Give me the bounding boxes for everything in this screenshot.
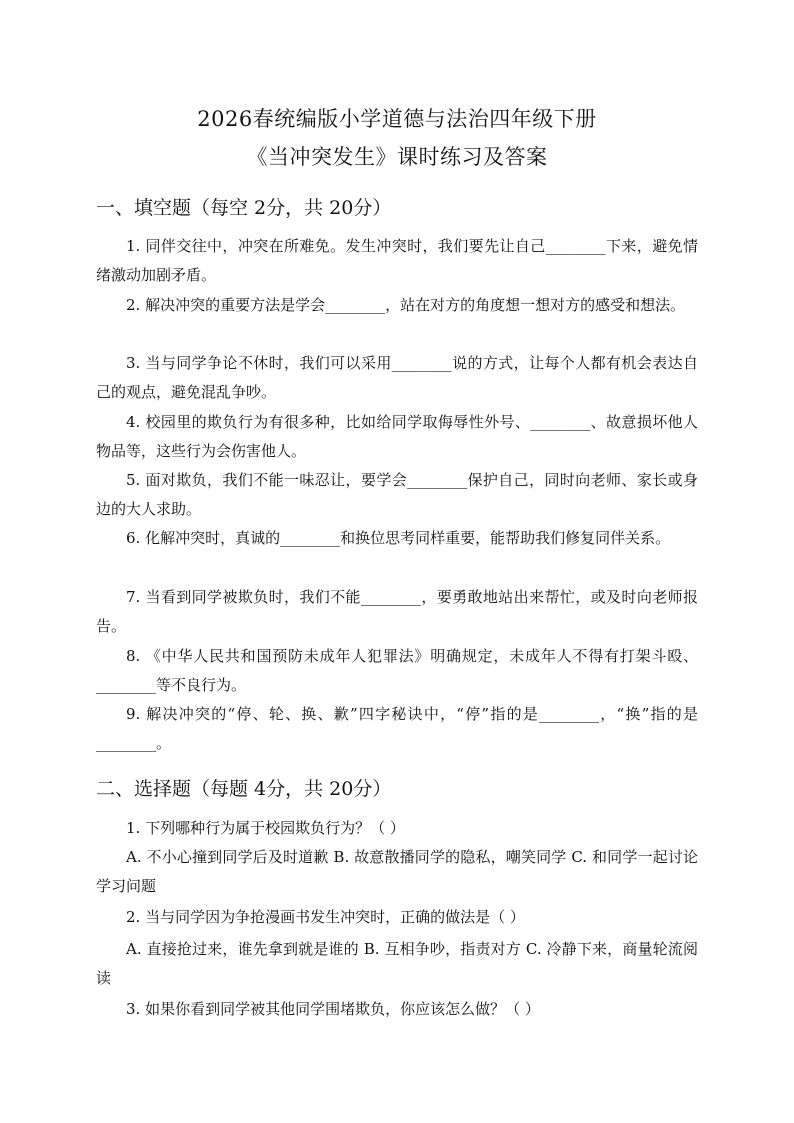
document-title-line1: 2026春统编版小学道德与法治四年级下册 (197, 107, 597, 131)
question-item: 1. 同伴交往中，冲突在所难免。发生冲突时，我们要先让自己________下来，避免情绪激动加剧矛盾。 (96, 237, 698, 284)
question-item: 9. 解决冲突的“停、轮、换、歉”四字秘诀中，“停”指的是________，“换”指的是________。 (96, 705, 698, 752)
question-item: 7. 当看到同学被欺负时，我们不能________，要勇敢地站出来帮忙，或及时向老师报告。 (96, 588, 698, 635)
question-item: 4. 校园里的欺负行为有很多种，比如给同学取侮辱性外号、________、故意损坏他人物品等，这些行为会伤害他人。 (96, 413, 698, 460)
section-heading-fill-blank: 一、填空题（每空 2分，共 20分） (96, 197, 392, 219)
question-item: 6. 化解冲突时，真诚的________和换位思考同样重要，能帮助我们修复同伴关系。 (126, 529, 671, 547)
question-item: 2. 解决冲突的重要方法是学会________，站在对方的角度想一想对方的感受和想法。 (126, 296, 686, 314)
choice-question: 2. 当与同学因为争抢漫画书发生冲突时，正确的做法是（ ） (126, 908, 525, 926)
question-item: 5. 面对欺负，我们不能一味忍让，要学会________保护自己，同时向老师、家长或身边的大人求助。 (96, 471, 698, 518)
choice-question: 3. 如果你看到同学被其他同学围堵欺负，你应该怎么做？（ ） (126, 1000, 540, 1018)
question-item: 3. 当与同学争论不休时，我们可以采用________说的方式，让每个人都有机会表达自己的观点，避免混乱争吵。 (96, 354, 698, 401)
section-heading-multiple-choice: 二、选择题（每题 4分，共 20分） (96, 778, 392, 800)
choice-options: A. 直接抢过来，谁先拿到就是谁的 B. 互相争吵，指责对方 C. 冷静下来，商量轮流阅读 (96, 940, 698, 987)
choice-question: 1. 下列哪种行为属于校园欺负行为？（ ） (126, 819, 405, 837)
document-title-line2: 《当冲突发生》课时练习及答案 (246, 145, 548, 169)
choice-options: A. 不小心撞到同学后及时道歉 B. 故意散播同学的隐私，嘲笑同学 C. 和同学一起讨论学习问题 (96, 848, 698, 895)
question-item: 8. 《中华人民共和国预防未成年人犯罪法》明确规定，未成年人不得有打架斗殴、________等不良行为。 (96, 647, 698, 694)
